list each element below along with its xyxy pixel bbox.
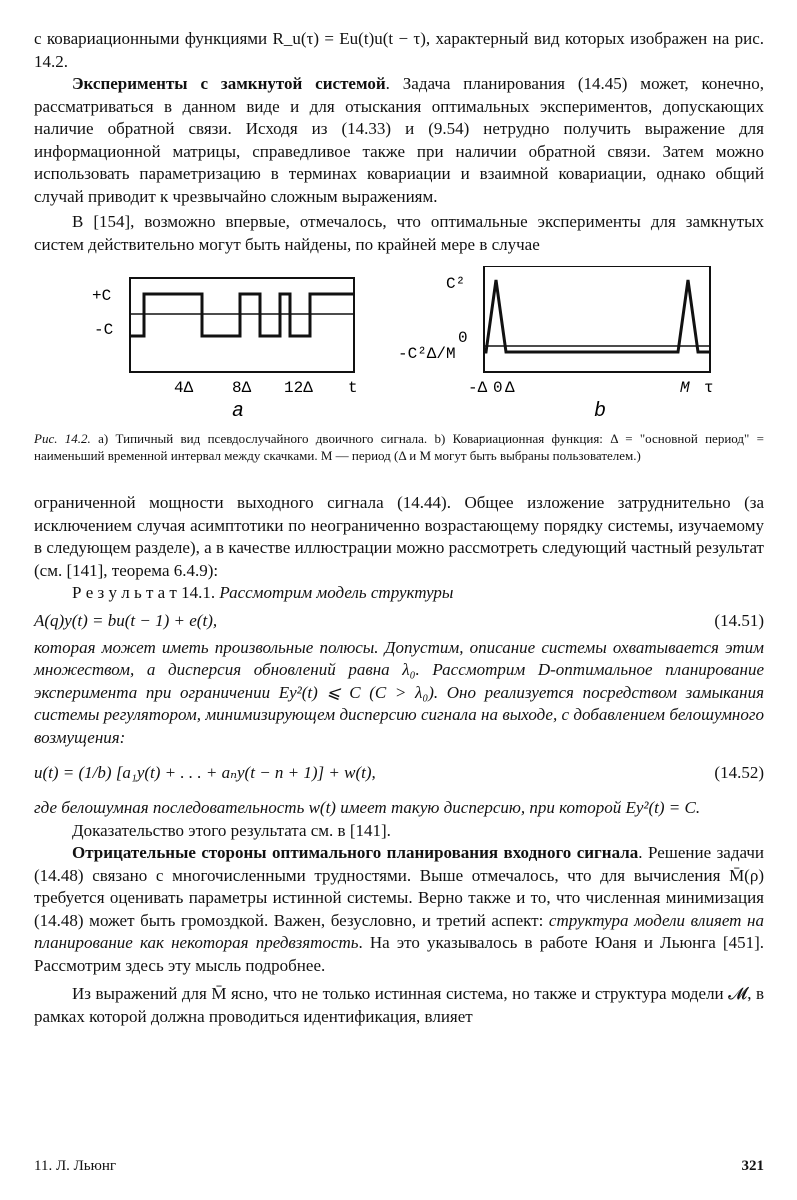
label-c-squared: C²	[446, 275, 466, 293]
caption-text: a) Типичный вид псевдослучайного двоичного сигнала. b) Ковариационная функция: Δ = "основной период" = наименьший временной интервал между скачками. M — период (Δ и M могут быть выбраны пользователем.)	[34, 431, 764, 463]
tick-t: t	[348, 379, 358, 397]
panel-a	[92, 278, 358, 423]
heading-closed-loop: Эксперименты с замкнутой системой	[72, 74, 386, 93]
result-14-1	[34, 582, 764, 605]
result-text: Рассмотрим модель структуры	[215, 583, 454, 602]
closed-loop-text: . Задача планирования (14.45) может, конечно, рассматриваться в данном виде и для отыскания оптимальных экспериментов, допускающих наличие обратной связи. Исходя из (14.33) и (9.54) нетрудно получить выражение для информационной матрицы, справедливое также при наличии обратной связи. Затем можно использовать параметризацию в терминах ковариации и взаимной ковариации, однако общий случай приводит к чрезвычайно сложным выражениям.	[34, 74, 765, 206]
paragraph-negatives	[34, 842, 764, 977]
heading-negatives: Отрицательные стороны оптимального планирования входного сигнала	[72, 843, 639, 862]
tick-8d: 8Δ	[232, 379, 252, 397]
footer-signature: 11. Л. Льюнг	[34, 1158, 117, 1174]
panel-a-label: a	[232, 400, 245, 423]
paragraph-last: Из выражений для M̄ ясно, что не только истинная система, но также и структура модели 𝓜, в рамках которой должна проводиться идентификация, влияет	[34, 984, 764, 1026]
tick-minus-d: -Δ	[468, 379, 488, 397]
eq2-number: (14.52)	[714, 763, 764, 782]
panel-b	[398, 266, 714, 423]
tick-m: M	[680, 379, 690, 397]
paragraph-proof: Доказательство этого результата см. в [141].	[72, 820, 391, 840]
panel-b-label: b	[594, 400, 607, 423]
figure-svg	[34, 266, 764, 426]
result-lead: Р е з у л ь т а т 14.1.	[72, 583, 216, 602]
paragraph-d-optimal: которая может иметь произвольные полюсы. Допустим, описание системы охватывается этим множеством, а дисперсия обновлений равна λ₀. Рассмотрим D-оптимальное планирование эксперимента при ограничении Ey²(t) ⩽ C (C > λ₀). Оно реализуется посредством замыкания системы регулятором, минимизирующем дисперсию сигнала на выходе, с добавлением белошумного возмущения:	[34, 637, 764, 747]
tick-12d: 12Δ	[284, 379, 313, 397]
figure-14-2	[34, 266, 764, 426]
negatives-tail: . На это указывалось в работе Юаня и Льюнга [451]. Рассмотрим здесь эту мысль подробнее.	[34, 933, 764, 975]
tick-d: Δ	[505, 379, 515, 397]
eq1-number: (14.51)	[714, 610, 764, 630]
paragraph-intro: с ковариационными функциями R_u(τ) = Eu(t)u(t − τ), характерный вид которых изображен на рис. 14.2.	[34, 29, 764, 71]
tick-tau: τ	[704, 379, 714, 397]
page-content	[34, 28, 764, 1028]
page-number: 321	[741, 1158, 764, 1174]
eq2-body: u(t) = (1/b) [a₁y(t) + . . . + aₙy(t − n + 1)] + w(t),	[34, 763, 376, 782]
caption-lead: Рис. 14.2.	[34, 431, 91, 446]
paragraph-limited-power: ограниченной мощности выходного сигнала (14.44). Общее изложение затруднительно (за исключением случая асимптотики по неограниченно возрастающему порядку системы, изучаемому в следующем разделе), а в качестве иллюстрации можно рассмотреть следующий частный результат (см. [141], теорема 6.4.9):	[34, 493, 764, 580]
negatives-text: . Решение задачи (14.48) связано с многочисленными трудностями. Выше отмечалось, что для вычисления M̄(ρ) требуется оценивать параметры истинной системы. Верно также и то, что численная минимизация (14.48) может быть громоздкой. Важен, безусловно, и третий аспект:	[34, 843, 764, 930]
paragraph-ref-154: В [154], возможно впервые, отмечалось, что оптимальные эксперименты для замкнутых систем действительно могут быть найдены, по крайней мере в случае	[34, 212, 764, 254]
figure-caption	[34, 430, 764, 464]
equation-14-52	[34, 763, 764, 783]
equation-14-51	[34, 611, 764, 631]
label-zero: 0	[458, 329, 468, 347]
paragraph-white-noise: где белошумная последовательность w(t) имеет такую дисперсию, при которой Ey²(t) = C.	[34, 798, 701, 817]
eq1-body: A(q)y(t) = bu(t − 1) + e(t),	[34, 610, 218, 630]
page-footer	[34, 1158, 764, 1175]
label-neg: -C²Δ/M	[398, 345, 456, 363]
label-plus-c: +C	[92, 287, 112, 305]
paragraph-closed-loop	[34, 73, 764, 208]
label-minus-c: -C	[94, 321, 114, 339]
negatives-italic: структура модели влияет на планирование как некоторая предвзятость	[34, 910, 764, 952]
tick-4d: 4Δ	[174, 379, 194, 397]
tick-zero: 0	[493, 379, 503, 397]
